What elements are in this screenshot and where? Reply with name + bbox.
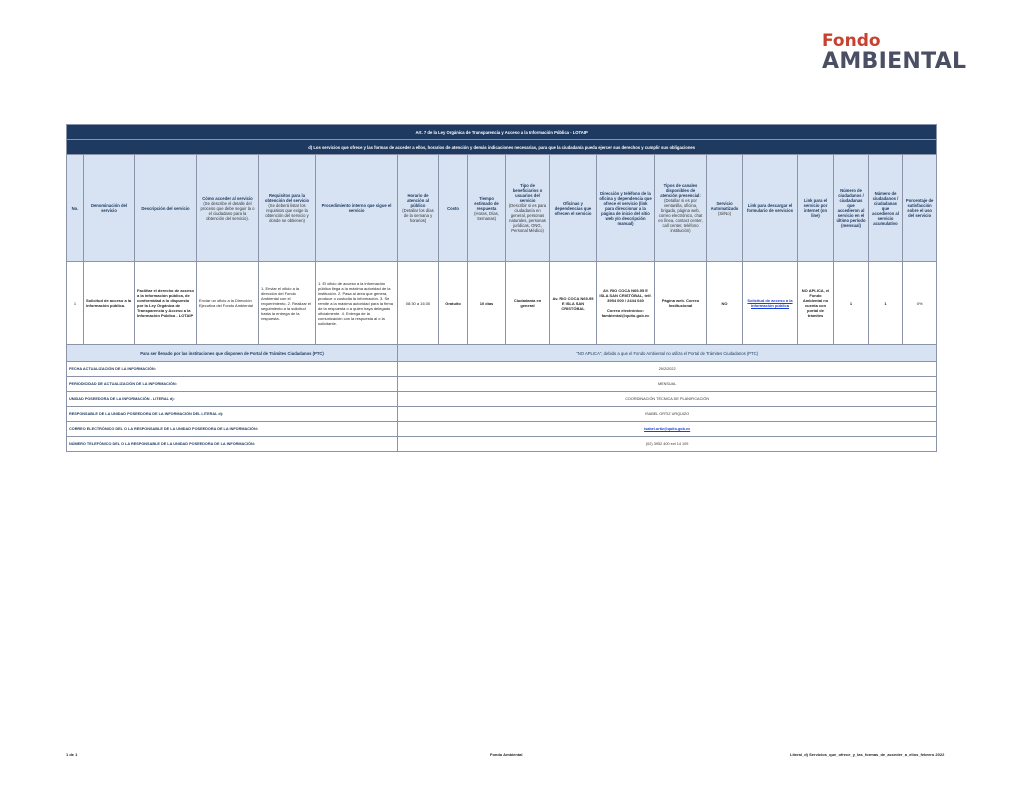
meta-label: FECHA ACTUALIZACIÓN DE LA INFORMACIÓN: xyxy=(67,362,398,377)
logo-line1: Fondo xyxy=(822,31,881,51)
cell-horario: 08:30 a 16:30 xyxy=(398,262,439,345)
ptc-label: Para ser llenado por las instituciones que disponen de Portal de Trámites Ciudadanos (PTC) xyxy=(67,345,398,362)
col-header-tiempo: Tiempo estimado de respuesta (Horas, Días, Semanas) xyxy=(468,155,506,262)
cell-procedimiento: 1. El oficio de acceso a la información pública llega a la máxima autoridad de la institución. 2. Pasa al área que genera, produce o custodia la información. 3. Se remite a la máxima autoridad para la firma de la respuesta o a quien haya delegado oficialmente. 4. Entrega de la comunicación con la respuesta al o la solicitante. xyxy=(316,262,398,345)
col-header-oficinas: Oficinas y dependencias que ofrecen el servicio xyxy=(550,155,597,262)
meta-row-correo xyxy=(67,422,937,437)
meta-row-unidad xyxy=(67,392,937,407)
meta-row-fecha xyxy=(67,362,937,377)
cell-requisitos: 1. Enviar el oficio a la dirección del Fondo Ambiental con el requerimiento. 2. Realizar el seguimiento a la solicitud hasta la entrega de la respuesta. xyxy=(259,262,316,345)
meta-value: ISABEL ORTIZ URQUIZO xyxy=(398,407,937,422)
footer-right-text: Literal_d) Servicios_que_ofrece_y_las_formas_de_acceder_a_ellos_febrero 2022 xyxy=(790,752,945,757)
meta-row-responsable xyxy=(67,407,937,422)
cell-canales: Página web. Correo Institucional xyxy=(655,262,707,345)
ptc-value: "NO APLICA", debido a que el Fondo Ambiental no utiliza el Portal de Trámites Ciudadanos (PTC) xyxy=(398,345,937,362)
col-header-beneficiarios: Tipo de beneficiarios o usuarios del servicio (Describir si es para ciudadanía en general, personas naturales, personas jurídicas, ONG, Personal Médico) xyxy=(506,155,550,262)
footer-center-text: Fondo Ambiental xyxy=(490,752,523,757)
fondo-ambiental-logo xyxy=(822,31,967,74)
cell-mensual: 1 xyxy=(834,262,869,345)
direccion-text: AV. RIO COCA N69-95 E ISLA SAN CRISTÓBAL, telf. 3954 000 / 2444 040 xyxy=(599,288,652,303)
meta-value: MENSUAL xyxy=(398,377,937,392)
table-subtitle: d) Los servicios que ofrece y las formas de acceder a ellos, horarios de atención y demás indicaciones necesarias, para que la ciudadanía pueda ejercer sus derechos y cumplir sus obligaciones xyxy=(67,140,937,155)
cell-link-online: NO APLICA, el Fondo Ambiental no cuenta con portal de trámites xyxy=(798,262,834,345)
meta-label: RESPONSABLE DE LA UNIDAD POSEEDORA DE LA INFORMACIÓN DEL LITERAL d): xyxy=(67,407,398,422)
direccion-correo: Correo electrónico: fambiental@quito.gob.ec xyxy=(601,308,650,318)
col-header-canales: Tipos de canales disponibles de atención presencial: (Detallar si es por ventanilla, oficina, brigada, página web, correo electrónico, chat en línea, contact center, call center, teléfono institución) xyxy=(655,155,707,262)
cell-no: 1 xyxy=(67,262,84,345)
col-header-denominacion: Denominación del servicio xyxy=(84,155,135,262)
col-header-procedimiento: Procedimiento interno que sigue el servicio xyxy=(316,155,398,262)
cell-oficinas: Av. RIO COCA N69-95 E ISLA SAN CRISTÓBAL xyxy=(550,262,597,345)
table-row xyxy=(67,262,937,345)
meta-value: COORDINACIÓN TÉCNICA DE PLANIFICACIÓN xyxy=(398,392,937,407)
footer-page-number: 1 de 1 xyxy=(66,752,78,757)
col-header-no: No. xyxy=(67,155,84,262)
cell-direccion xyxy=(597,262,655,345)
col-header-costo: Costo xyxy=(439,155,468,262)
meta-row-telefono xyxy=(67,437,937,452)
col-header-automatizado: Servicio Automatizado (Si/No) xyxy=(707,155,743,262)
cell-porcentaje: 0% xyxy=(903,262,937,345)
logo-line2: AMBIENTAL xyxy=(822,49,967,74)
meta-row-periodicidad xyxy=(67,377,937,392)
cell-link-formulario xyxy=(743,262,798,345)
col-header-porcentaje: Porcentaje de satisfacción sobre el uso del servicio xyxy=(903,155,937,262)
ptc-row xyxy=(67,345,937,362)
cell-descripcion: Facilitar el derecho de acceso a la información pública, de conformidad a lo dispuesto por la Ley Orgánica de Transparencia y Acceso a la Información Pública - LOTAIP xyxy=(135,262,197,345)
cell-beneficiarios: Ciudadanía en general xyxy=(506,262,550,345)
col-header-link-online: Link para el servicio por internet (on line) xyxy=(798,155,834,262)
meta-label: PERIODICIDAD DE ACTUALIZACIÓN DE LA INFORMACIÓN: xyxy=(67,377,398,392)
col-header-direccion: Dirección y teléfono de la oficina y dependencia que ofrece el servicio (link para direccionar a la página de inicio del sitio web y/o descripción manual) xyxy=(597,155,655,262)
header-row xyxy=(67,155,937,262)
meta-label: UNIDAD POSEEDORA DE LA INFORMACIÓN - LITERAL d): xyxy=(67,392,398,407)
col-header-mensual: Número de ciudadanos / ciudadanas que accedieron al servicio en el último período (mensual) xyxy=(834,155,869,262)
formulario-link[interactable]: Solicitud de acceso a la información pública xyxy=(747,298,793,308)
col-header-requisitos: Requisitos para la obtención del servicio (Se deberá listar los requisitos que exige la obtención del servicio y donde se obtienen) xyxy=(259,155,316,262)
col-header-como-acceder: Cómo acceder al servicio (Se describe el detalle del proceso que debe seguir la o el ciudadano para la obtención del servicio). xyxy=(197,155,259,262)
col-header-link-formulario: Link para descargar el formulario de servicios xyxy=(743,155,798,262)
col-header-descripcion: Descripción del servicio xyxy=(135,155,197,262)
transparency-sheet xyxy=(66,124,936,452)
cell-denominacion: Solicitud de acceso a la información pública. xyxy=(84,262,135,345)
cell-costo: Gratuito xyxy=(439,262,468,345)
meta-label: NÚMERO TELEFÓNICO DEL O LA RESPONSABLE DE LA UNIDAD POSEEDORA DE LA INFORMACIÓN: xyxy=(67,437,398,452)
services-table xyxy=(66,124,937,452)
responsable-email-link[interactable]: isabel.ortiz@quito.gob.ec xyxy=(644,426,691,431)
meta-label: CORREO ELECTRÓNICO DEL O LA RESPONSABLE DE LA UNIDAD POSEEDORA DE LA INFORMACIÓN: xyxy=(67,422,398,437)
cell-automatizado: NO xyxy=(707,262,743,345)
cell-como-acceder: Enviar un oficio a la Dirección Ejecutiva del Fondo Ambiental xyxy=(197,262,259,345)
meta-value: (02) 3952 400 ext 14 109 xyxy=(398,437,937,452)
meta-value xyxy=(398,422,937,437)
col-header-acumulativo: Número de ciudadanos / ciudadanas que accedieron al servicio acumulativo xyxy=(869,155,903,262)
cell-tiempo: 10 días xyxy=(468,262,506,345)
col-header-horario: Horario de atención al público (Detallar los días de la semana y horarios) xyxy=(398,155,439,262)
cell-acumulativo: 1 xyxy=(869,262,903,345)
table-title: Art. 7 de la Ley Orgánica de Transparencia y Acceso a la Información Pública - LOTAIP xyxy=(67,125,937,140)
meta-value: 29/2/2022 xyxy=(398,362,937,377)
